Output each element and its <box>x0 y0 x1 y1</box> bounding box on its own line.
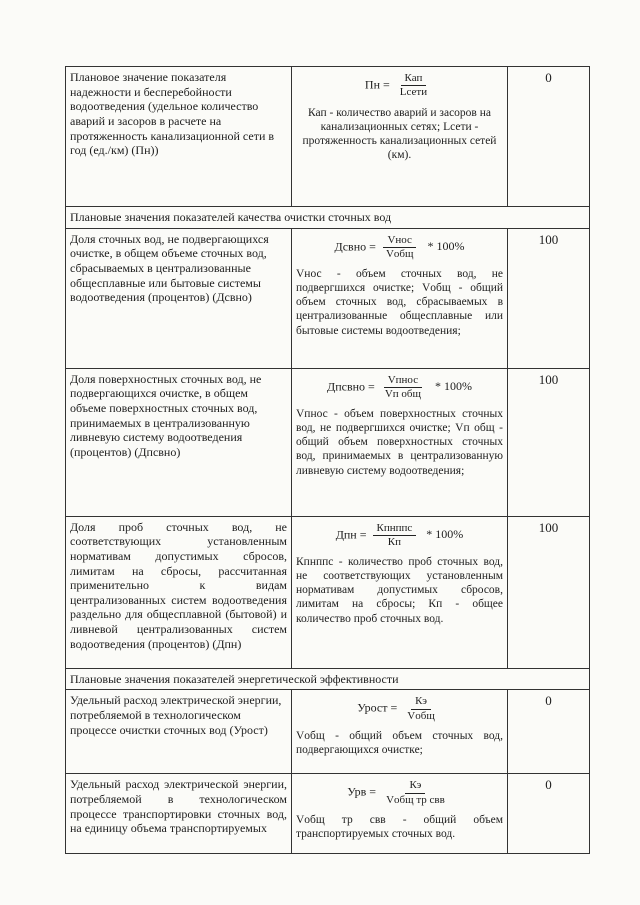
formula-fraction <box>403 695 439 723</box>
indicator-description: Удельный расход электрической энергии, потребляемой в технологическом процессе очистки сточных вод (Урост) <box>66 690 292 774</box>
formula: Урост = $\frac{Кэ}{\text{Vобщ}}$ <box>296 695 503 723</box>
formula-explanation: Vобщ - общий объем сточных вод, подвергающихся очистке; <box>296 730 503 757</box>
formula-explanation: Vобщ тр свв - общий объем транспортируемых сточных вод. <box>296 814 503 841</box>
formula-numerator: Vпнос <box>384 374 422 388</box>
formula-numerator: Vнос <box>383 234 416 248</box>
formula-lhs: Дпн <box>335 527 357 542</box>
indicator-value: 100 <box>508 368 590 516</box>
formula-numerator: Кэ <box>405 779 425 793</box>
formula-multiplier: * 100% <box>427 239 465 254</box>
section-title: Плановые значения показателей качества очистки сточных вод <box>66 207 590 229</box>
table-row <box>66 67 590 207</box>
indicator-description: Доля сточных вод, не подвергающихся очистке, в общем объеме сточных вод, сбрасываемых в централизованные общесплавные или бытовые системы водоотведения (процентов) (Дсвно) <box>66 228 292 368</box>
indicators-table <box>65 66 590 854</box>
formula: Дпн = $\frac{\text{Кпнппс}}{Кп}$ * 100% <box>335 521 464 549</box>
indicator-formula-cell <box>292 774 508 854</box>
formula-lhs: Дсвно <box>334 239 367 254</box>
formula-lhs: Дпсвно <box>327 379 366 394</box>
formula-lhs: Пн <box>364 77 380 92</box>
formula-lhs: Урост <box>357 700 388 715</box>
indicator-description: Доля поверхностных сточных вод, не подвергающихся очистке, в общем объеме поверхностных сточных вод, принимаемых в централизованную ливневую систему водоотведения (процентов) (Дпсвно) <box>66 368 292 516</box>
formula: Пн = $\frac{\text{Кап}}{\text{Lсети}}$ <box>296 72 503 100</box>
section-row <box>66 207 590 229</box>
formula-multiplier: * 100% <box>434 379 472 394</box>
indicator-value: 0 <box>508 690 590 774</box>
formula-numerator: Кэ <box>411 695 431 709</box>
indicator-description: Удельный расход электрической энергии, потребляемой в технологическом процессе транспортировки сточных вод, на единицу объема транспортируемых <box>66 774 292 854</box>
formula-fraction <box>373 522 417 550</box>
table-row <box>66 690 590 774</box>
formula-numerator: Кпнппс <box>373 522 417 536</box>
table-row <box>66 516 590 668</box>
indicator-formula-cell <box>292 67 508 207</box>
table-row <box>66 368 590 516</box>
formula-fraction <box>382 234 418 262</box>
formula-fraction <box>382 779 449 807</box>
section-row <box>66 668 590 690</box>
formula-explanation: Vнос - объем сточных вод, не подвергшихся очистке; Vобщ - общий объем сточных вод, сбрасываемых в централизованные общесплавные или бытовые системы водоотведения; <box>296 268 503 337</box>
formula-fraction <box>396 72 431 100</box>
formula-denominator: Lсети <box>399 86 428 99</box>
indicator-value: 0 <box>508 774 590 854</box>
indicator-description: Плановое значение показателя надежности и бесперебойности водоотведения (удельное количество аварий и засоров в расчете на протяженность канализационной сети в год (ед./км) (Пн)) <box>66 67 292 207</box>
formula-denominator: Vп общ <box>384 388 421 401</box>
formula-numerator: Кап <box>401 72 427 86</box>
indicator-formula-cell <box>292 690 508 774</box>
formula-denominator: Кп <box>387 536 402 549</box>
formula-denominator: Vобщ тр свв <box>386 793 445 806</box>
indicator-description: Доля проб сточных вод, не соответствующих установленным нормативам допустимых сбросов, лимитам на сбросы, рассчитанная применительно к видам централизованных систем водоотведения раздельно для общесплавной (бытовой) и ливневой централизованных систем водоотведения (процентов) (Дпн) <box>66 516 292 668</box>
formula-multiplier: * 100% <box>426 527 464 542</box>
indicator-formula-cell <box>292 368 508 516</box>
indicator-formula-cell <box>292 228 508 368</box>
table-row <box>66 228 590 368</box>
formula-explanation: Vпнос - объем поверхностных сточных вод, не подвергшихся очистке; Vп общ - общий объем поверхностных сточных вод, принимаемых в централизованную ливневую систему водоотведения; <box>296 408 503 477</box>
indicator-value: 100 <box>508 516 590 668</box>
formula-lhs: Урв <box>347 784 367 799</box>
indicator-formula-cell <box>292 516 508 668</box>
section-title: Плановые значения показателей энергетической эффективности <box>66 668 590 690</box>
formula: Урв = $\frac{Кэ}{\text{Vобщ тр свв}}$ <box>296 779 503 807</box>
indicator-value: 0 <box>508 67 590 207</box>
formula-denominator: Vобщ <box>407 709 435 722</box>
formula-explanation: Кап - количество аварий и засоров на канализационных сетях; Lсети - протяженность канализационных сетей (км). <box>302 106 497 161</box>
table-row <box>66 774 590 854</box>
formula: Дпсвно = $\frac{\text{Vпнос}}{\text{Vп общ}}$ * 100% <box>327 373 472 401</box>
formula-denominator: Vобщ <box>385 248 414 261</box>
formula-explanation: Кпнппс - количество проб сточных вод, не соответствующих установленным нормативам допустимых сбросов, лимитам на сбросы; Кп - общее количество проб сточных вод. <box>296 556 503 625</box>
formula: Дсвно = $\frac{\text{Vнос}}{\text{Vобщ}}$ * 100% <box>334 233 465 261</box>
indicator-value: 100 <box>508 228 590 368</box>
formula-fraction <box>381 374 425 402</box>
